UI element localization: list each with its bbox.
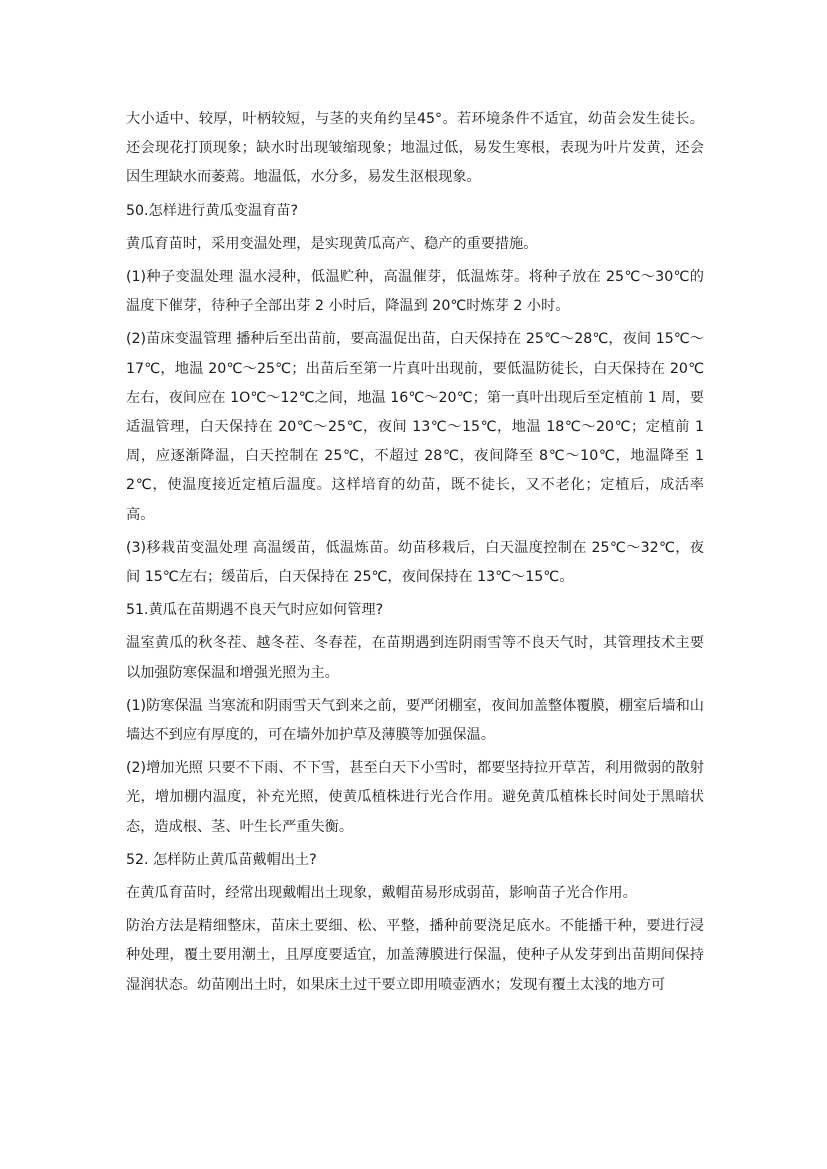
- question-heading: 52. 怎样防止黄瓜苗戴帽出土?: [126, 851, 317, 868]
- paragraph: (2)苗床变温管理 播种后至出苗前，要高温促出苗，白天保持在 25℃～28℃，夜间 15℃～17℃，地温 20℃～25℃；出苗后至第一片真叶出现前，要低温防徒长，白天保持在 20℃左右，夜间应在 1O℃～12℃之间，地温 16℃～20℃；第一真叶出现后至定植前 1 周，要适温管理，白天保持在 20℃～25℃，夜间 13℃～15℃，地温 18℃～20℃；定植前 1 周，应逐渐降温，白天控制在 25℃，不超过 28℃，夜间降至 8℃～10℃，地温降至 12℃，使温度接近定植后温度。这样培育的幼苗，既不徒长，又不老化；定植后，成活率高。: [126, 331, 704, 523]
- paragraph: (3)移栽苗变温处理 高温缓苗，低温炼苗。幼苗移栽后，白天温度控制在 25℃～32℃，夜间 15℃左右；缓苗后，白天保持在 25℃，夜间保持在 13℃～15℃。: [126, 539, 704, 586]
- question-heading: 51.黄瓜在苗期遇不良天气时应如何管理?: [126, 602, 384, 619]
- paragraph: 黄瓜育苗时，采用变温处理，是实现黄瓜高产、稳产的重要措施。: [126, 235, 538, 252]
- paragraph: 温室黄瓜的秋冬茬、越冬茬、冬春茬，在苗期遇到连阴雨雪等不良天气时，其管理技术主要以加强防寒保温和增强光照为主。: [126, 635, 704, 681]
- paragraph: (1)防寒保温 当寒流和阴雨雪天气到来之前，要严闭棚室，夜间加盖整体覆膜，棚室后墙和山墙达不到应有厚度的，可在墙外加护草及薄膜等加强保温。: [126, 697, 704, 744]
- document-body: [126, 105, 704, 1004]
- paragraph: 在黄瓜育苗时，经常出现戴帽出土现象，戴帽苗易形成弱苗，影响苗子光合作用。: [126, 885, 637, 902]
- paragraph: 防治方法是精细整床，苗床土要细、松、平整，播种前要浇足底水。不能播干种，要进行浸种处理，覆土要用潮土，且厚度要适宜，加盖薄膜进行保温，使种子从发芽到出苗期间保持湿润状态。幼苗刚出土时，如果床土过干要立即用喷壶洒水；发现有覆土太浅的地方可: [126, 918, 704, 993]
- question-heading: 50.怎样进行黄瓜变温育苗?: [126, 202, 298, 219]
- paragraph: 大小适中、较厚，叶柄较短，与茎的夹角约呈45°。若环境条件不适宜，幼苗会发生徒长。还会现花打顶现象；缺水时出现皱缩现象；地温过低，易发生寒根，表现为叶片发黄，还会因生理缺水而萎蔫。地温低，水分多，易发生沤根现象。: [126, 111, 704, 186]
- paragraph: (1)种子变温处理 温水浸种，低温贮种，高温催芽，低温炼芽。将种子放在 25℃～30℃的温度下催芽，待种子全部出芽 2 小时后，降温到 20℃时炼芽 2 小时。: [126, 269, 704, 315]
- paragraph: (2)增加光照 只要不下雨、不下雪，甚至白天下小雪时，都要坚持拉开草苫，利用微弱的散射光，增加棚内温度，补充光照，使黄瓜植株进行光合作用。避免黄瓜植株长时间处于黑暗状态，造成根、茎、叶生长严重失衡。: [126, 760, 704, 835]
